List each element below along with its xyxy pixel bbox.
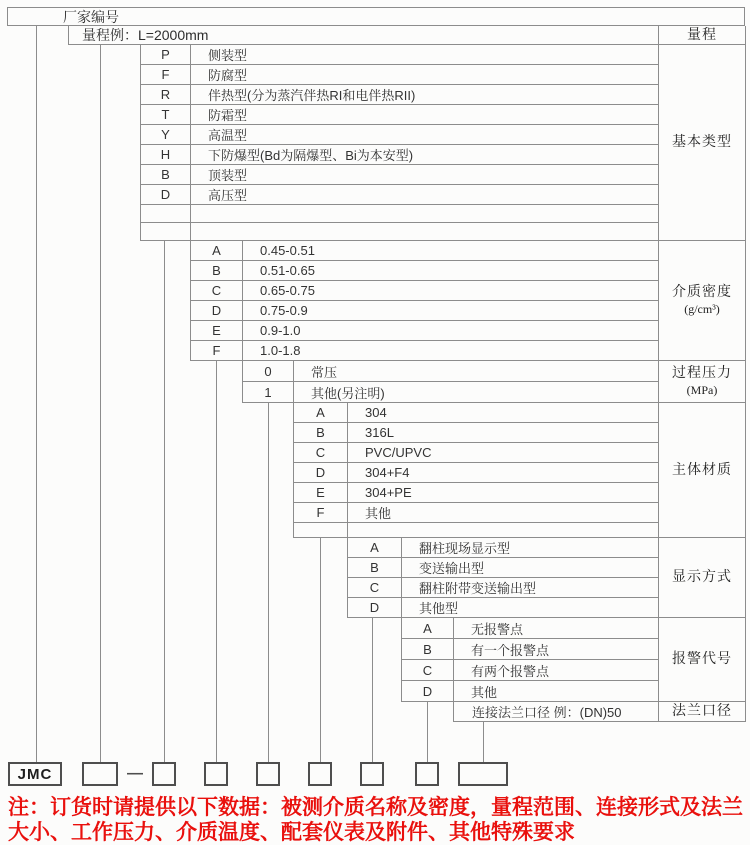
label-flange: 法兰口径 <box>658 702 745 722</box>
order-note-line1: 注：订货时请提供以下数据：被测介质名称及密度，量程范围、连接形式及法兰 <box>8 796 743 819</box>
pressure-code-box <box>256 762 280 786</box>
table-row <box>191 241 658 261</box>
code-cell: E <box>191 321 243 340</box>
table-row <box>191 261 658 281</box>
desc-cell: 连接法兰口径 例：(DN)50 <box>472 705 622 720</box>
table-row <box>294 463 658 483</box>
code-cell: B <box>294 423 348 442</box>
code-cell: D <box>294 463 348 482</box>
table-row <box>141 145 658 165</box>
desc-cell: 侧装型 <box>208 48 248 63</box>
flange-section <box>453 702 658 722</box>
code-cell: T <box>141 105 191 124</box>
desc-cell: 高温型 <box>208 128 248 143</box>
pressure-section <box>242 361 658 403</box>
table-row <box>348 538 658 558</box>
table-row <box>141 165 658 185</box>
basic-type-code-box <box>152 762 176 786</box>
desc-cell: 伴热型(分为蒸汽伴热RI和电伴热RII) <box>208 88 416 103</box>
connector-line <box>100 45 101 762</box>
connector-line <box>36 26 37 762</box>
table-row <box>141 105 658 125</box>
table-row <box>191 301 658 321</box>
table-row <box>191 281 658 301</box>
code-cell: B <box>191 261 243 280</box>
table-row <box>402 639 658 660</box>
alarm-code-box <box>415 762 439 786</box>
table-row <box>294 443 658 463</box>
desc-cell: 翻柱附带变送输出型 <box>419 581 537 596</box>
code-cell: C <box>294 443 348 462</box>
code-cell: C <box>348 578 402 597</box>
code-cell: A <box>348 538 402 557</box>
display-section <box>347 538 658 618</box>
table-row <box>348 558 658 578</box>
code-cell: H <box>141 145 191 164</box>
code-cell: D <box>191 301 243 320</box>
desc-cell: 304+F4 <box>365 465 410 480</box>
desc-cell: 0.45-0.51 <box>260 243 315 258</box>
material-section <box>293 403 658 538</box>
table-row <box>454 702 658 722</box>
code-cell: D <box>141 185 191 204</box>
basic-type-section <box>140 45 658 241</box>
desc-cell <box>348 523 658 537</box>
code-cell: 1 <box>243 382 294 402</box>
code-cell: B <box>141 165 191 184</box>
manufacturer-label: 厂家编号 <box>63 8 119 25</box>
material-code-box <box>308 762 332 786</box>
desc-cell: 0.75-0.9 <box>260 303 308 318</box>
label-alarm: 报警代号 <box>658 618 745 702</box>
desc-cell: 其他型 <box>419 601 459 616</box>
desc-cell: 0.65-0.75 <box>260 283 315 298</box>
connector-line <box>372 618 373 762</box>
desc-cell <box>191 205 658 222</box>
density-section <box>190 241 658 361</box>
desc-cell <box>191 223 658 240</box>
order-note <box>8 795 743 845</box>
table-row <box>191 341 658 361</box>
label-pressure: 过程压力 (MPa) <box>658 361 745 403</box>
desc-cell: 有两个报警点 <box>471 663 550 679</box>
connector-line <box>320 538 321 762</box>
desc-cell: 有一个报警点 <box>471 642 550 658</box>
code-cell: C <box>402 660 454 680</box>
label-range: 量程 <box>658 26 745 45</box>
range-row <box>68 26 658 45</box>
table-row <box>141 85 658 105</box>
connector-line <box>268 403 269 762</box>
code-cell <box>141 205 191 222</box>
table-row <box>294 503 658 523</box>
code-cell <box>141 223 191 240</box>
display-code-box <box>360 762 384 786</box>
table-row <box>141 205 658 223</box>
code-cell <box>294 523 348 537</box>
desc-cell: 其他(另注明) <box>311 385 385 401</box>
desc-cell: 常压 <box>311 364 338 380</box>
desc-cell: 0.51-0.65 <box>260 263 315 278</box>
table-row <box>191 321 658 341</box>
code-cell: A <box>191 241 243 260</box>
table-row <box>402 618 658 639</box>
density-code-box <box>204 762 228 786</box>
desc-cell: 316L <box>365 425 394 440</box>
code-cell: D <box>348 598 402 617</box>
desc-cell: 防腐型 <box>208 68 248 83</box>
table-row <box>243 361 658 382</box>
table-row <box>141 125 658 145</box>
table-row <box>402 681 658 702</box>
order-note-line2: 大小、工作压力、介质温度、配套仪表及附件、其他特殊要求 <box>8 821 575 844</box>
code-cell: B <box>402 639 454 659</box>
label-material: 主体材质 <box>658 403 745 538</box>
range-label: 量程例：L=2000mm <box>82 27 209 43</box>
desc-cell: 顶装型 <box>208 168 248 183</box>
desc-cell: 1.0-1.8 <box>260 343 301 358</box>
code-cell: D <box>402 681 454 701</box>
category-label-column <box>658 26 746 722</box>
connector-line <box>427 702 428 762</box>
desc-cell: 变送输出型 <box>419 561 485 576</box>
table-row <box>294 523 658 538</box>
desc-cell: 防霜型 <box>208 108 248 123</box>
flange-code-box <box>458 762 508 786</box>
desc-cell: 其他 <box>471 684 498 700</box>
code-cell: 0 <box>243 361 294 381</box>
table-row <box>348 598 658 618</box>
desc-cell: 0.9-1.0 <box>260 323 301 338</box>
connector-line <box>216 361 217 762</box>
table-row <box>294 423 658 443</box>
code-cell: F <box>191 341 243 360</box>
connector-line <box>483 722 484 762</box>
code-cell: P <box>141 45 191 64</box>
desc-cell: PVC/UPVC <box>365 445 432 460</box>
desc-cell: 无报警点 <box>471 621 524 637</box>
code-cell: F <box>294 503 348 522</box>
table-row <box>348 578 658 598</box>
table-row <box>402 660 658 681</box>
desc-cell: 高压型 <box>208 188 248 203</box>
model-code-box: JMC <box>8 762 62 786</box>
range-code-box <box>82 762 118 786</box>
table-row <box>294 403 658 423</box>
desc-cell: 下防爆型(Bd为隔爆型、Bi为本安型) <box>208 148 414 163</box>
code-cell: A <box>294 403 348 422</box>
code-cell: Y <box>141 125 191 144</box>
connector-line <box>164 241 165 762</box>
desc-cell: 其他 <box>365 506 392 521</box>
manufacturer-row <box>7 7 745 26</box>
table-row <box>243 382 658 403</box>
code-cell: F <box>141 65 191 84</box>
table-row <box>141 65 658 85</box>
desc-cell: 304+PE <box>365 485 412 500</box>
code-cell: R <box>141 85 191 104</box>
label-density: 介质密度 (g/cm³) <box>658 241 745 361</box>
code-cell: E <box>294 483 348 502</box>
label-display: 显示方式 <box>658 538 745 618</box>
label-basic-type: 基本类型 <box>658 45 745 241</box>
desc-cell: 翻柱现场显示型 <box>419 541 511 556</box>
code-cell: C <box>191 281 243 300</box>
desc-cell: 304 <box>365 405 387 420</box>
table-row <box>141 45 658 65</box>
code-dash: — <box>127 765 143 782</box>
code-cell: B <box>348 558 402 577</box>
table-row <box>294 483 658 503</box>
table-row <box>141 185 658 205</box>
table-row <box>141 223 658 241</box>
code-cell: A <box>402 618 454 638</box>
alarm-section <box>401 618 658 702</box>
